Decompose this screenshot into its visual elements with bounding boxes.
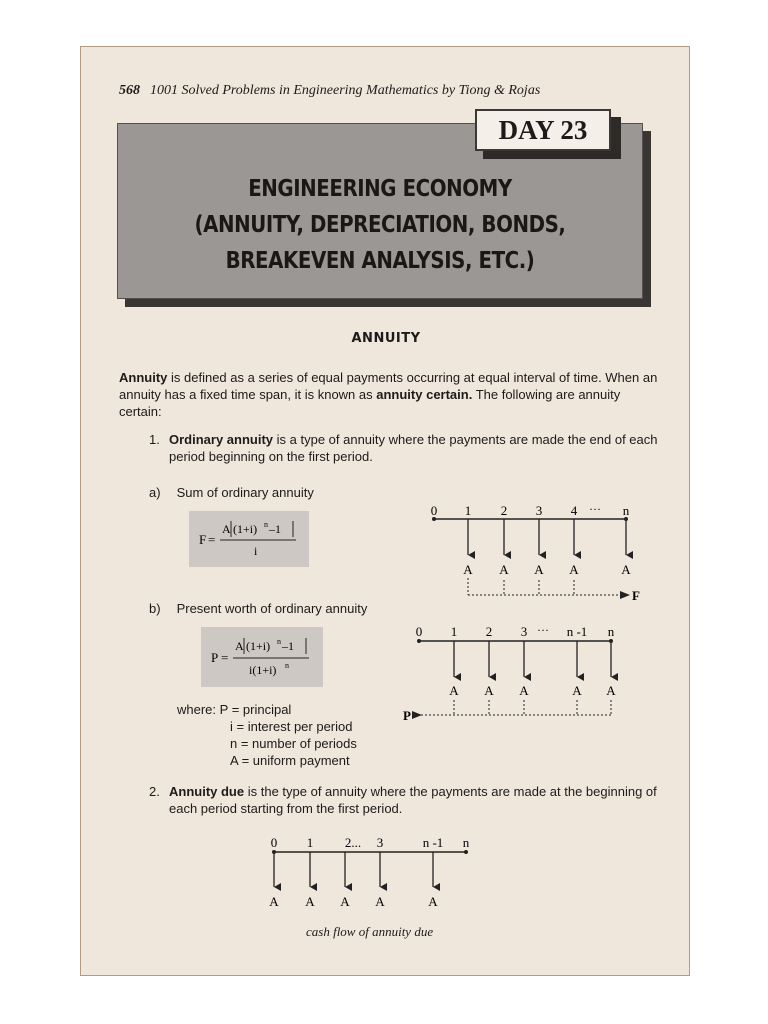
subitem-text: Present worth of ordinary annuity: [176, 601, 368, 616]
diagram-ordinary-annuity-sum: [431, 502, 640, 603]
present-worth-label: P: [403, 708, 411, 723]
subitem-label: a): [149, 485, 161, 500]
timeline-tick-label: 0: [430, 503, 438, 518]
formula-num-tail: –1: [282, 639, 294, 653]
definition-line: n = number of periods: [230, 736, 357, 751]
timeline-tick-label: 1: [450, 624, 458, 639]
timeline-ellipsis: ···: [537, 623, 549, 637]
chapter-title-line: ENGINEERING ECONOMY: [248, 176, 512, 202]
timeline-tick-label: 2: [500, 503, 508, 518]
figure-caption: cash flow of annuity due: [306, 924, 434, 939]
item-number: 1.: [149, 432, 160, 447]
chapter-title-line: BREAKEVEN ANALYSIS, ETC.): [225, 248, 535, 274]
payment-label: A: [519, 683, 529, 698]
timeline-tick-label: 3: [520, 624, 528, 639]
timeline-tick-label: 2: [485, 624, 493, 639]
timeline-tick-label: n: [622, 503, 630, 518]
term-annuity: Annuity: [119, 370, 168, 385]
payment-label: A: [340, 894, 350, 909]
payment-label: A: [449, 683, 459, 698]
item-number: 2.: [149, 784, 160, 799]
payment-label: A: [463, 562, 473, 577]
subitem-label: b): [149, 601, 161, 616]
future-worth-label: F: [632, 588, 640, 603]
payment-label: A: [572, 683, 582, 698]
payment-label: A: [569, 562, 579, 577]
formula-den-exponent: n: [285, 661, 289, 670]
term-ordinary-annuity: Ordinary annuity: [169, 432, 274, 447]
definition-line: A = uniform payment: [230, 753, 350, 768]
page-number: 568: [119, 83, 140, 98]
formula-num-a: A: [235, 639, 244, 653]
timeline-tick-label: n -1: [566, 624, 588, 639]
item-text: is the type of annuity where the payments are made at the beginning of each period starting from the first period.: [169, 784, 657, 816]
diagram-annuity-due: [269, 835, 469, 909]
payment-label: A: [499, 562, 509, 577]
timeline-tick-label: 1: [306, 835, 314, 850]
timeline-tick-label: 1: [464, 503, 472, 518]
payment-label: A: [621, 562, 631, 577]
formula-num-a: A: [222, 522, 231, 536]
definition-line: i = interest per period: [230, 719, 353, 734]
svg-text:=: =: [221, 650, 229, 665]
intro-text: is defined as a series of equal payments occurring at equal interval of time. When an annuity has a fixed time span, it is known as: [119, 370, 658, 402]
timeline-tick-label: 0: [270, 835, 278, 850]
timeline-tick-label: 4: [570, 503, 578, 518]
day-label: DAY 23: [475, 109, 611, 151]
formula-num-tail: –1: [269, 522, 281, 536]
formula-num-paren: (1+i): [246, 639, 271, 653]
definition-line: P = principal: [219, 702, 292, 717]
formula-num-paren: (1+i): [233, 522, 258, 536]
timeline-tick-label: 2...: [344, 835, 362, 850]
timeline-tick-label: 3: [535, 503, 543, 518]
formula-lhs: P: [211, 650, 219, 665]
payment-label: A: [428, 894, 438, 909]
term-annuity-due: Annuity due: [169, 784, 245, 799]
payment-label: A: [375, 894, 385, 909]
where-label: where:: [177, 702, 217, 717]
payment-label: A: [269, 894, 279, 909]
formula-den: i(1+i): [249, 663, 277, 677]
svg-text:=: =: [208, 532, 216, 547]
payment-label: A: [606, 683, 616, 698]
book-title: 1001 Solved Problems in Engineering Mathematics by Tiong & Rojas: [150, 83, 541, 98]
formula-exponent: n: [277, 637, 281, 646]
timeline-tick-label: n: [462, 835, 470, 850]
formula-exponent: n: [264, 520, 268, 529]
item-text: is a type of annuity where the payments are made the end of each period beginning on the first period.: [169, 432, 658, 464]
formula-den: i: [254, 544, 258, 558]
timeline-tick-label: 3: [376, 835, 384, 850]
payment-label: A: [534, 562, 544, 577]
formula-lhs: F: [199, 532, 207, 547]
payment-label: A: [305, 894, 315, 909]
timeline-tick-label: 0: [415, 624, 423, 639]
diagram-ordinary-annuity-present-worth: [403, 623, 616, 723]
intro-text-end: The following are annuity certain:: [119, 387, 621, 419]
section-heading: ANNUITY: [351, 331, 421, 346]
book-page: [80, 46, 690, 976]
cash-flow-diagrams: [81, 47, 691, 977]
payment-label: A: [484, 683, 494, 698]
timeline-tick-label: n: [607, 624, 615, 639]
timeline-tick-label: n -1: [422, 835, 444, 850]
term-annuity-certain: annuity certain.: [376, 387, 473, 402]
timeline-ellipsis: ···: [589, 502, 601, 516]
chapter-title-line: (ANNUITY, DEPRECIATION, BONDS,: [194, 212, 566, 238]
subitem-text: Sum of ordinary annuity: [176, 485, 314, 500]
